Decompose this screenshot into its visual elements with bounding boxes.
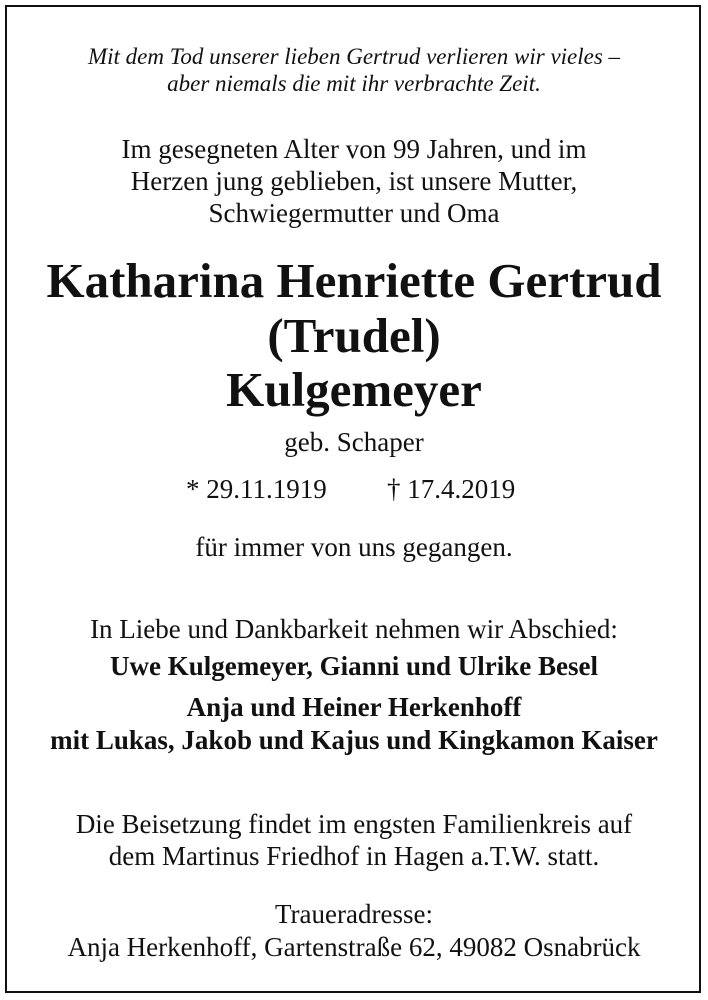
deceased-name-line-1: Katharina Henriette Gertrud bbox=[46, 253, 662, 308]
deceased-surname: Kulgemeyer bbox=[226, 362, 482, 417]
mourner-line-3: mit Lukas, Jakob und Kajus und Kingkamon Kaiser bbox=[50, 725, 658, 755]
intro-line-1: Im gesegneten Alter von 99 Jahren, und im bbox=[121, 134, 587, 164]
birth-date: * 29.11.1919 bbox=[186, 474, 327, 504]
mourning-address: Anja Herkenhoff, Gartenstraße 62, 49082 Osnabrück bbox=[67, 932, 641, 962]
intro-line-2: Herzen jung geblieben, ist unsere Mutter, bbox=[130, 166, 578, 196]
intro-line-3: Schwiegermutter und Oma bbox=[208, 198, 500, 228]
motto-line-2: aber niemals die mit ihr verbrachte Zeit. bbox=[167, 71, 541, 96]
maiden-name: geb. Schaper bbox=[284, 427, 424, 457]
motto-line-1: Mit dem Tod unserer lieben Gertrud verlieren wir vieles – bbox=[87, 44, 621, 69]
dates-row bbox=[0, 474, 708, 508]
burial-line-2: dem Martinus Friedhof in Hagen a.T.W. statt. bbox=[108, 841, 600, 871]
mourner-line-2: Anja und Heiner Herkenhoff bbox=[186, 692, 522, 722]
farewell-intro: In Liebe und Dankbarkeit nehmen wir Abschied: bbox=[90, 614, 618, 644]
mourner-line-1: Uwe Kulgemeyer, Gianni und Ulrike Besel bbox=[109, 651, 598, 681]
burial-line-1: Die Beisetzung findet im engsten Familienkreis auf bbox=[75, 809, 633, 839]
death-date: † 17.4.2019 bbox=[387, 474, 516, 504]
address-label: Traueradresse: bbox=[275, 899, 433, 929]
passed-away-text: für immer von uns gegangen. bbox=[195, 532, 513, 562]
deceased-nickname: (Trudel) bbox=[267, 308, 441, 363]
